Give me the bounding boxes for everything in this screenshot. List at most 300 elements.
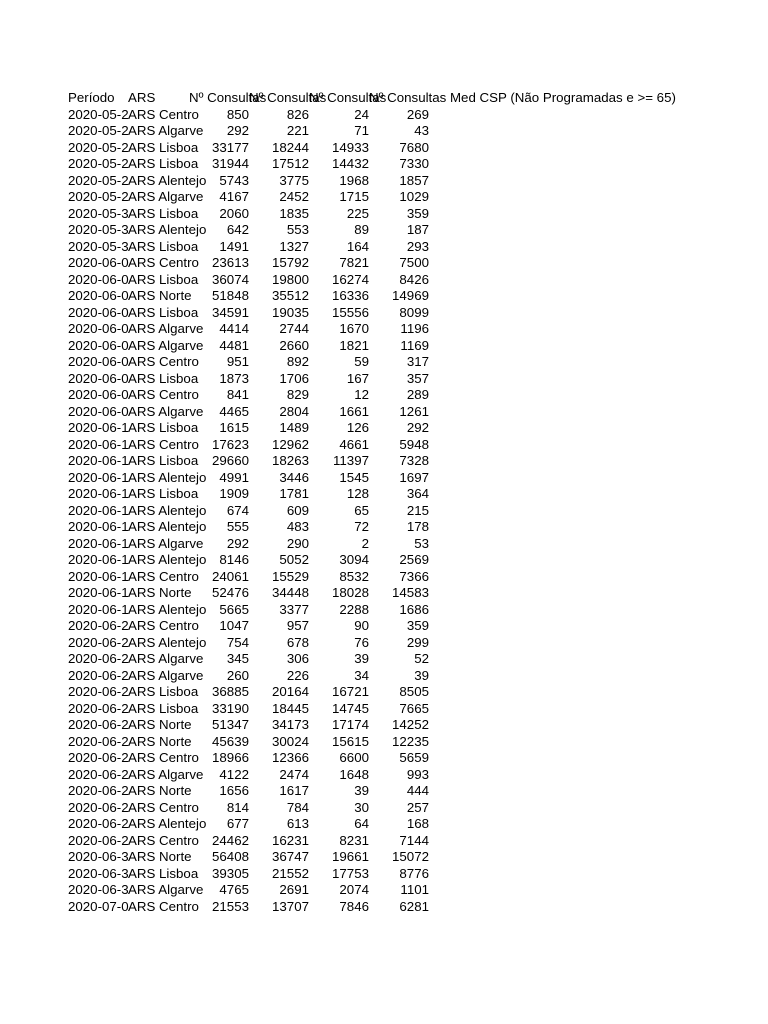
cell-consultas-2[interactable]: 34173 [272,717,309,732]
cell-periodo[interactable]: 2020-06-2 [68,634,129,650]
cell-consultas-3[interactable]: 3094 [339,552,369,567]
header-consultas-3[interactable]: Nº Consultas [309,90,387,105]
cell-periodo[interactable]: 2020-06-2 [68,667,129,683]
cell-consultas-med-csp[interactable]: 444 [406,783,429,798]
cell-consultas-1[interactable]: 292 [226,123,249,138]
cell-consultas-2[interactable]: 892 [286,354,309,369]
cell-consultas-2[interactable]: 2804 [279,403,309,419]
cell-periodo[interactable]: 2020-06-0 [68,370,129,386]
cell-consultas-2[interactable]: 1489 [279,420,309,435]
cell-consultas-med-csp[interactable]: 7500 [399,255,429,270]
cell-consultas-2[interactable]: 3446 [279,469,309,485]
cell-consultas-1[interactable]: 2060 [219,205,249,221]
cell-consultas-3[interactable]: 15556 [332,304,369,320]
cell-ars[interactable]: ARS Algarve [128,403,204,419]
cell-consultas-3[interactable]: 6600 [339,750,369,765]
cell-consultas-med-csp[interactable]: 8505 [399,684,429,699]
cell-consultas-2[interactable]: 613 [286,816,309,831]
cell-periodo[interactable]: 2020-05-3 [68,205,129,221]
cell-consultas-2[interactable]: 19800 [272,271,309,287]
cell-consultas-1[interactable]: 4991 [219,469,249,485]
cell-consultas-3[interactable]: 12 [354,387,369,402]
cell-ars[interactable]: ARS Centro [128,799,199,815]
cell-periodo[interactable]: 2020-06-2 [68,618,129,633]
cell-consultas-2[interactable]: 678 [286,634,309,650]
cell-ars[interactable]: ARS Alentejo [128,469,207,485]
cell-consultas-2[interactable]: 34448 [272,585,309,600]
cell-consultas-1[interactable]: 1491 [219,238,249,254]
cell-consultas-3[interactable]: 71 [354,123,369,138]
cell-consultas-med-csp[interactable]: 5659 [399,750,429,765]
cell-consultas-3[interactable]: 1670 [339,321,369,336]
cell-consultas-1[interactable]: 677 [226,816,249,831]
cell-consultas-1[interactable]: 555 [226,519,249,534]
cell-periodo[interactable]: 2020-06-1 [68,568,129,584]
cell-consultas-1[interactable]: 51848 [212,288,249,303]
cell-ars[interactable]: ARS Lisboa [128,684,199,699]
cell-consultas-2[interactable]: 1327 [279,238,309,254]
cell-ars[interactable]: ARS Norte [128,288,192,303]
cell-consultas-med-csp[interactable]: 1261 [399,403,429,419]
cell-periodo[interactable]: 2020-06-2 [68,651,129,666]
cell-periodo[interactable]: 2020-06-1 [68,469,129,485]
cell-consultas-2[interactable]: 826 [286,106,309,122]
cell-consultas-med-csp[interactable]: 1697 [399,469,429,485]
cell-consultas-3[interactable]: 2074 [339,882,369,897]
cell-consultas-1[interactable]: 24061 [212,568,249,584]
cell-consultas-med-csp[interactable]: 269 [406,106,429,122]
cell-consultas-3[interactable]: 2 [361,535,369,551]
cell-consultas-3[interactable]: 65 [354,502,369,518]
cell-consultas-med-csp[interactable]: 14252 [392,717,429,732]
cell-periodo[interactable]: 2020-06-1 [68,601,129,617]
cell-consultas-1[interactable]: 850 [226,106,249,122]
cell-consultas-med-csp[interactable]: 293 [406,238,429,254]
cell-ars[interactable]: ARS Algarve [128,337,204,353]
cell-ars[interactable]: ARS Alentejo [128,552,207,567]
cell-consultas-1[interactable]: 5665 [219,601,249,617]
cell-consultas-1[interactable]: 292 [226,535,249,551]
cell-consultas-2[interactable]: 15792 [272,255,309,270]
cell-consultas-3[interactable]: 17174 [332,717,369,732]
header-consultas-1[interactable]: Nº Consultas [189,90,267,105]
cell-consultas-med-csp[interactable]: 178 [406,519,429,534]
cell-consultas-3[interactable]: 14745 [332,700,369,716]
cell-ars[interactable]: ARS Algarve [128,189,204,204]
cell-consultas-med-csp[interactable]: 168 [406,816,429,831]
cell-consultas-3[interactable]: 1661 [339,403,369,419]
cell-consultas-2[interactable]: 609 [286,502,309,518]
cell-ars[interactable]: ARS Centro [128,898,199,914]
header-ars[interactable]: ARS [128,90,156,105]
cell-consultas-2[interactable]: 1781 [279,486,309,501]
cell-consultas-1[interactable]: 4414 [219,321,249,336]
cell-consultas-med-csp[interactable]: 7680 [399,139,429,155]
cell-ars[interactable]: ARS Algarve [128,123,204,138]
cell-consultas-3[interactable]: 34 [354,667,369,683]
cell-consultas-med-csp[interactable]: 1169 [400,337,429,353]
cell-ars[interactable]: ARS Lisboa [128,271,199,287]
cell-consultas-2[interactable]: 290 [286,535,309,551]
cell-consultas-3[interactable]: 16721 [332,684,369,699]
cell-ars[interactable]: ARS Alentejo [128,816,207,831]
cell-consultas-3[interactable]: 8532 [339,568,369,584]
cell-consultas-med-csp[interactable]: 359 [406,618,429,633]
cell-ars[interactable]: ARS Norte [128,733,192,749]
cell-consultas-med-csp[interactable]: 7330 [399,156,429,171]
cell-consultas-1[interactable]: 21553 [212,898,249,914]
cell-consultas-1[interactable]: 51347 [212,717,249,732]
cell-ars[interactable]: ARS Alentejo [128,222,207,237]
cell-periodo[interactable]: 2020-06-3 [68,849,129,864]
cell-consultas-med-csp[interactable]: 359 [406,205,429,221]
cell-consultas-3[interactable]: 59 [354,354,369,369]
cell-consultas-2[interactable]: 1835 [279,205,309,221]
cell-periodo[interactable]: 2020-06-2 [68,799,129,815]
cell-consultas-3[interactable]: 14432 [332,156,369,171]
cell-periodo[interactable]: 2020-06-1 [68,552,129,567]
cell-consultas-1[interactable]: 754 [226,634,249,650]
cell-consultas-med-csp[interactable]: 5948 [399,436,429,452]
cell-periodo[interactable]: 2020-05-3 [68,238,129,254]
cell-consultas-2[interactable]: 3775 [279,172,309,188]
cell-consultas-1[interactable]: 56408 [212,849,249,864]
cell-consultas-3[interactable]: 11397 [333,453,369,468]
cell-consultas-med-csp[interactable]: 43 [414,123,429,138]
cell-ars[interactable]: ARS Algarve [128,766,204,782]
cell-periodo[interactable]: 2020-06-1 [68,502,129,518]
cell-consultas-3[interactable]: 16336 [332,288,369,303]
cell-consultas-3[interactable]: 1648 [339,766,369,782]
cell-consultas-2[interactable]: 15529 [272,568,309,584]
cell-consultas-1[interactable]: 4122 [219,766,249,782]
cell-periodo[interactable]: 2020-06-2 [68,816,129,831]
cell-consultas-3[interactable]: 39 [354,783,369,798]
cell-consultas-2[interactable]: 2452 [279,189,309,204]
cell-consultas-med-csp[interactable]: 7144 [399,832,429,848]
cell-consultas-1[interactable]: 4765 [219,882,249,897]
cell-ars[interactable]: ARS Lisboa [128,370,199,386]
cell-consultas-med-csp[interactable]: 1196 [400,321,429,336]
cell-consultas-1[interactable]: 1909 [219,486,249,501]
cell-consultas-2[interactable]: 13707 [272,898,309,914]
cell-consultas-med-csp[interactable]: 1029 [399,189,429,204]
cell-consultas-med-csp[interactable]: 299 [406,634,429,650]
cell-consultas-2[interactable]: 12962 [272,436,309,452]
cell-consultas-3[interactable]: 8231 [339,832,369,848]
cell-consultas-3[interactable]: 1715 [339,189,369,204]
cell-periodo[interactable]: 2020-06-0 [68,271,129,287]
cell-ars[interactable]: ARS Lisboa [128,865,199,881]
cell-consultas-2[interactable]: 221 [286,123,309,138]
cell-consultas-3[interactable]: 4661 [339,436,369,452]
cell-consultas-2[interactable]: 5052 [279,552,309,567]
cell-periodo[interactable]: 2020-05-2 [68,106,129,122]
cell-consultas-2[interactable]: 784 [286,799,309,815]
cell-periodo[interactable]: 2020-06-1 [68,420,129,435]
cell-periodo[interactable]: 2020-06-0 [68,354,129,369]
cell-consultas-med-csp[interactable]: 6281 [399,898,429,914]
cell-consultas-med-csp[interactable]: 292 [406,420,429,435]
cell-ars[interactable]: ARS Alentejo [128,601,207,617]
cell-ars[interactable]: ARS Centro [128,436,199,452]
cell-consultas-med-csp[interactable]: 8099 [399,304,429,320]
cell-consultas-med-csp[interactable]: 364 [406,486,429,501]
cell-consultas-3[interactable]: 1821 [339,337,369,353]
cell-consultas-1[interactable]: 31944 [212,156,249,171]
cell-consultas-3[interactable]: 72 [354,519,369,534]
cell-periodo[interactable]: 2020-06-0 [68,288,129,303]
cell-ars[interactable]: ARS Lisboa [128,238,199,254]
cell-consultas-med-csp[interactable]: 7366 [399,568,429,584]
cell-consultas-2[interactable]: 20164 [272,684,309,699]
cell-ars[interactable]: ARS Algarve [128,667,204,683]
cell-consultas-3[interactable]: 64 [354,816,369,831]
cell-consultas-1[interactable]: 29660 [212,453,249,468]
cell-periodo[interactable]: 2020-06-2 [68,684,129,699]
cell-consultas-3[interactable]: 7846 [339,898,369,914]
cell-periodo[interactable]: 2020-05-2 [68,123,129,138]
cell-consultas-1[interactable]: 642 [226,222,249,237]
cell-ars[interactable]: ARS Centro [128,387,199,402]
cell-consultas-2[interactable]: 21552 [272,865,309,881]
cell-consultas-2[interactable]: 1706 [279,370,309,386]
cell-consultas-2[interactable]: 2660 [279,337,309,353]
cell-ars[interactable]: ARS Lisboa [128,139,199,155]
cell-consultas-3[interactable]: 17753 [332,865,369,881]
cell-consultas-med-csp[interactable]: 8776 [399,865,429,881]
cell-consultas-3[interactable]: 18028 [332,585,369,600]
cell-consultas-med-csp[interactable]: 257 [406,799,429,815]
cell-consultas-1[interactable]: 33177 [212,139,249,155]
cell-consultas-med-csp[interactable]: 52 [414,651,429,666]
cell-consultas-1[interactable]: 34591 [212,304,249,320]
cell-ars[interactable]: ARS Algarve [128,651,204,666]
cell-consultas-3[interactable]: 1968 [339,172,369,188]
cell-consultas-1[interactable]: 1873 [219,370,249,386]
cell-consultas-med-csp[interactable]: 1857 [399,172,429,188]
cell-consultas-1[interactable]: 24462 [212,832,249,848]
cell-consultas-2[interactable]: 483 [286,519,309,534]
cell-consultas-1[interactable]: 1656 [219,783,249,798]
cell-ars[interactable]: ARS Norte [128,783,192,798]
cell-consultas-3[interactable]: 39 [354,651,369,666]
cell-consultas-3[interactable]: 1545 [339,469,369,485]
cell-consultas-1[interactable]: 4465 [219,403,249,419]
cell-consultas-1[interactable]: 8146 [219,552,249,567]
cell-consultas-3[interactable]: 128 [346,486,369,501]
cell-periodo[interactable]: 2020-06-0 [68,304,129,320]
cell-consultas-1[interactable]: 33190 [212,700,249,716]
cell-consultas-2[interactable]: 226 [286,667,309,683]
cell-ars[interactable]: ARS Algarve [128,535,204,551]
cell-consultas-1[interactable]: 36074 [212,271,249,287]
cell-consultas-1[interactable]: 23613 [212,255,249,270]
cell-consultas-3[interactable]: 89 [354,222,369,237]
cell-consultas-2[interactable]: 829 [286,387,309,402]
cell-ars[interactable]: ARS Norte [128,585,192,600]
cell-periodo[interactable]: 2020-06-2 [68,783,129,798]
cell-consultas-3[interactable]: 76 [354,634,369,650]
cell-periodo[interactable]: 2020-06-1 [68,486,129,501]
cell-consultas-2[interactable]: 2474 [279,766,309,782]
cell-consultas-1[interactable]: 4167 [219,189,249,204]
cell-ars[interactable]: ARS Lisboa [128,486,199,501]
cell-consultas-1[interactable]: 5743 [219,172,249,188]
cell-consultas-2[interactable]: 19035 [272,304,309,320]
header-consultas-med-csp[interactable]: Nº Consultas Med CSP (Não Programadas e >= 65) [369,90,676,105]
cell-consultas-2[interactable]: 2691 [279,882,309,897]
cell-consultas-2[interactable]: 17512 [272,156,309,171]
cell-consultas-3[interactable]: 126 [346,420,369,435]
cell-ars[interactable]: ARS Centro [128,618,199,633]
cell-ars[interactable]: ARS Centro [128,106,199,122]
cell-periodo[interactable]: 2020-06-1 [68,453,129,468]
cell-periodo[interactable]: 2020-06-1 [68,519,129,534]
cell-ars[interactable]: ARS Lisboa [128,700,199,716]
cell-ars[interactable]: ARS Centro [128,832,199,848]
cell-consultas-1[interactable]: 1047 [219,618,249,633]
cell-consultas-3[interactable]: 167 [346,370,369,386]
cell-ars[interactable]: ARS Algarve [128,321,204,336]
cell-consultas-med-csp[interactable]: 14969 [392,288,429,303]
cell-periodo[interactable]: 2020-06-2 [68,750,129,765]
cell-consultas-1[interactable]: 841 [226,387,249,402]
cell-periodo[interactable]: 2020-06-1 [68,436,129,452]
header-consultas-2[interactable]: Nº Consultas [249,90,327,105]
cell-periodo[interactable]: 2020-06-2 [68,832,129,848]
cell-ars[interactable]: ARS Lisboa [128,205,199,221]
cell-consultas-1[interactable]: 45639 [212,733,249,749]
cell-consultas-2[interactable]: 957 [286,618,309,633]
cell-consultas-2[interactable]: 30024 [272,733,309,749]
cell-periodo[interactable]: 2020-05-2 [68,189,129,204]
cell-ars[interactable]: ARS Norte [128,717,192,732]
cell-periodo[interactable]: 2020-06-3 [68,865,129,881]
cell-consultas-med-csp[interactable]: 993 [406,766,429,782]
cell-consultas-2[interactable]: 18263 [272,453,309,468]
cell-consultas-2[interactable]: 18244 [272,139,309,155]
cell-consultas-2[interactable]: 16231 [272,832,309,848]
cell-periodo[interactable]: 2020-07-0 [68,898,129,914]
cell-ars[interactable]: ARS Norte [128,849,192,864]
cell-consultas-med-csp[interactable]: 7328 [399,453,429,468]
cell-consultas-1[interactable]: 814 [226,799,249,815]
cell-consultas-3[interactable]: 2288 [339,601,369,617]
cell-consultas-3[interactable]: 30 [354,799,369,815]
cell-consultas-2[interactable]: 12366 [272,750,309,765]
cell-periodo[interactable]: 2020-06-2 [68,733,129,749]
cell-consultas-1[interactable]: 18966 [212,750,249,765]
cell-consultas-med-csp[interactable]: 2569 [399,552,429,567]
cell-consultas-med-csp[interactable]: 215 [406,502,429,518]
cell-periodo[interactable]: 2020-06-0 [68,403,129,419]
cell-consultas-2[interactable]: 36747 [272,849,309,864]
cell-consultas-med-csp[interactable]: 187 [406,222,429,237]
cell-ars[interactable]: ARS Algarve [128,882,204,897]
cell-consultas-2[interactable]: 306 [286,651,309,666]
cell-periodo[interactable]: 2020-05-2 [68,139,129,155]
cell-consultas-3[interactable]: 225 [346,205,369,221]
cell-consultas-3[interactable]: 16274 [332,271,369,287]
cell-periodo[interactable]: 2020-05-3 [68,222,129,237]
cell-consultas-med-csp[interactable]: 12235 [392,733,429,749]
cell-consultas-med-csp[interactable]: 39 [414,667,429,683]
cell-consultas-1[interactable]: 1615 [219,420,249,435]
cell-ars[interactable]: ARS Centro [128,750,199,765]
cell-periodo[interactable]: 2020-06-1 [68,585,129,600]
cell-consultas-3[interactable]: 90 [354,618,369,633]
cell-consultas-1[interactable]: 951 [226,354,249,369]
cell-consultas-med-csp[interactable]: 7665 [399,700,429,716]
cell-consultas-3[interactable]: 15615 [332,733,369,749]
cell-ars[interactable]: ARS Lisboa [128,453,199,468]
cell-consultas-3[interactable]: 7821 [339,255,369,270]
cell-consultas-med-csp[interactable]: 14583 [392,585,429,600]
cell-consultas-med-csp[interactable]: 8426 [399,271,429,287]
cell-periodo[interactable]: 2020-06-2 [68,717,129,732]
cell-consultas-med-csp[interactable]: 53 [414,535,429,551]
cell-consultas-med-csp[interactable]: 317 [406,354,429,369]
cell-consultas-1[interactable]: 52476 [212,585,249,600]
cell-consultas-med-csp[interactable]: 357 [406,370,429,386]
cell-periodo[interactable]: 2020-06-2 [68,700,129,716]
cell-ars[interactable]: ARS Alentejo [128,502,207,518]
cell-ars[interactable]: ARS Alentejo [128,634,207,650]
cell-consultas-2[interactable]: 553 [286,222,309,237]
cell-consultas-2[interactable]: 1617 [279,783,309,798]
cell-consultas-2[interactable]: 2744 [279,321,309,336]
cell-consultas-1[interactable]: 39305 [212,865,249,881]
cell-consultas-1[interactable]: 36885 [212,684,249,699]
cell-periodo[interactable]: 2020-06-0 [68,387,129,402]
cell-consultas-1[interactable]: 260 [226,667,249,683]
cell-periodo[interactable]: 2020-06-0 [68,337,129,353]
cell-consultas-3[interactable]: 14933 [332,139,369,155]
cell-consultas-med-csp[interactable]: 289 [406,387,429,402]
cell-periodo[interactable]: 2020-05-2 [68,156,129,171]
cell-ars[interactable]: ARS Lisboa [128,304,199,320]
cell-periodo[interactable]: 2020-06-1 [68,535,129,551]
cell-periodo[interactable]: 2020-06-3 [68,882,129,897]
cell-consultas-2[interactable]: 35512 [272,288,309,303]
cell-consultas-3[interactable]: 19661 [332,849,369,864]
cell-ars[interactable]: ARS Centro [128,255,199,270]
cell-periodo[interactable]: 2020-06-0 [68,255,129,270]
cell-consultas-med-csp[interactable]: 1686 [399,601,429,617]
header-periodo[interactable]: Período [68,90,115,105]
cell-consultas-med-csp[interactable]: 1101 [400,882,429,897]
cell-periodo[interactable]: 2020-05-2 [68,172,129,188]
cell-ars[interactable]: ARS Centro [128,354,199,369]
cell-consultas-1[interactable]: 674 [226,502,249,518]
cell-consultas-2[interactable]: 18445 [272,700,309,716]
cell-consultas-2[interactable]: 3377 [279,601,309,617]
cell-periodo[interactable]: 2020-06-2 [68,766,129,782]
cell-ars[interactable]: ARS Alentejo [128,519,207,534]
cell-ars[interactable]: ARS Alentejo [128,172,207,188]
cell-consultas-med-csp[interactable]: 15072 [392,849,429,864]
cell-ars[interactable]: ARS Centro [128,568,199,584]
cell-consultas-3[interactable]: 24 [354,106,369,122]
cell-ars[interactable]: ARS Lisboa [128,420,199,435]
cell-consultas-3[interactable]: 164 [346,238,369,254]
cell-periodo[interactable]: 2020-06-0 [68,321,129,336]
cell-consultas-1[interactable]: 345 [226,651,249,666]
cell-consultas-1[interactable]: 4481 [219,337,249,353]
cell-consultas-1[interactable]: 17623 [212,436,249,452]
cell-ars[interactable]: ARS Lisboa [128,156,199,171]
